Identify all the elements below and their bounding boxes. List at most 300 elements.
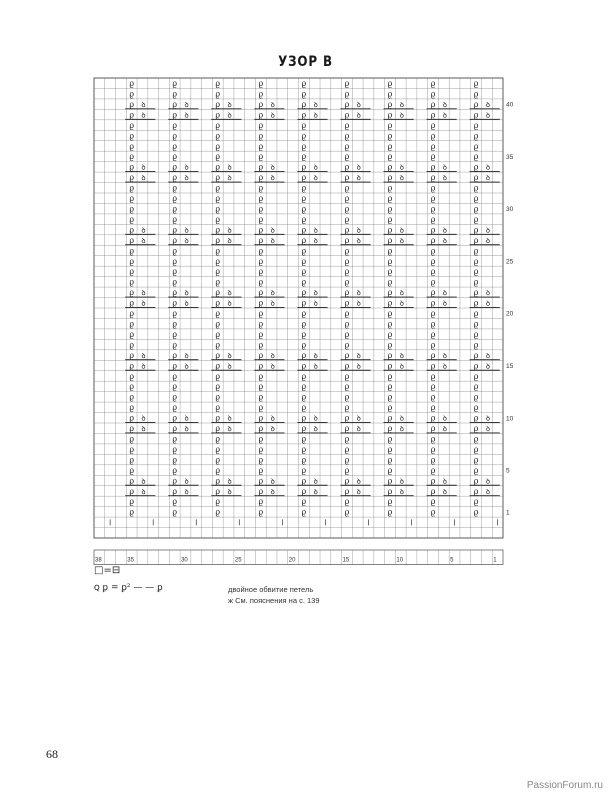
crossed-stitch-icon: ꝺ: [356, 111, 361, 120]
loop-stitch-icon: ϱ: [387, 120, 393, 130]
loop-stitch-icon: ϱ: [301, 476, 307, 486]
loop-stitch-icon: ϱ: [387, 361, 393, 371]
crossed-stitch-icon: ꝺ: [184, 477, 189, 486]
loop-stitch-icon: ϱ: [301, 392, 307, 402]
loop-stitch-icon: ϱ: [344, 152, 350, 162]
loop-stitch-icon: ϱ: [301, 413, 307, 423]
loop-stitch-icon: ϱ: [258, 434, 264, 444]
loop-stitch-icon: ϱ: [430, 434, 436, 444]
loop-stitch-icon: ϱ: [344, 214, 350, 224]
crossed-stitch-icon: ꝺ: [485, 163, 491, 172]
loop-stitch-icon: ϱ: [172, 403, 178, 413]
loop-stitch-icon: ϱ: [172, 298, 178, 308]
loop-stitch-icon: ϱ: [215, 194, 221, 204]
loop-stitch-icon: ϱ: [473, 403, 479, 413]
loop-stitch-icon: ϱ: [301, 162, 307, 172]
loop-stitch-icon: ϱ: [129, 329, 135, 339]
loop-stitch-icon: ϱ: [387, 99, 393, 109]
loop-stitch-icon: ϱ: [301, 89, 307, 99]
loop-stitch-icon: ϱ: [344, 413, 350, 423]
crossed-stitch-icon: ꝺ: [270, 362, 275, 371]
loop-stitch-icon: ϱ: [129, 204, 135, 214]
loop-stitch-icon: ϱ: [344, 309, 350, 319]
loop-stitch-icon: ϱ: [172, 256, 178, 266]
loop-stitch-icon: ϱ: [129, 413, 135, 423]
loop-stitch-icon: ϱ: [129, 350, 135, 360]
loop-stitch-icon: ϱ: [172, 225, 178, 235]
crossed-stitch-icon: ꝺ: [399, 226, 404, 235]
loop-stitch-icon: ϱ: [430, 298, 436, 308]
loop-stitch-icon: ϱ: [301, 424, 307, 434]
loop-stitch-icon: ϱ: [258, 413, 264, 423]
crossed-stitch-icon: ꝺ: [227, 487, 232, 496]
loop-stitch-icon: ϱ: [301, 361, 307, 371]
loop-stitch-icon: ϱ: [129, 309, 135, 319]
loop-stitch-icon: ϱ: [129, 99, 135, 109]
loop-stitch-icon: ϱ: [215, 434, 221, 444]
loop-stitch-icon: ϱ: [430, 424, 436, 434]
loop-stitch-icon: ϱ: [172, 214, 178, 224]
loop-stitch-icon: ϱ: [129, 465, 135, 475]
loop-stitch-icon: ϱ: [172, 288, 178, 298]
loop-stitch-icon: ϱ: [215, 507, 221, 517]
loop-stitch-icon: ϱ: [172, 497, 178, 507]
crossed-stitch-icon: ꝺ: [485, 362, 491, 371]
loop-stitch-icon: ϱ: [430, 371, 436, 381]
loop-stitch-icon: ϱ: [344, 476, 350, 486]
loop-stitch-icon: ϱ: [430, 486, 436, 496]
crossed-stitch-icon: ꝺ: [442, 100, 447, 109]
loop-stitch-icon: ϱ: [172, 350, 178, 360]
loop-stitch-icon: ϱ: [301, 194, 307, 204]
crossed-stitch-icon: ꝺ: [356, 477, 361, 486]
loop-stitch-icon: ϱ: [172, 204, 178, 214]
loop-stitch-icon: ϱ: [473, 329, 479, 339]
loop-stitch-icon: ϱ: [430, 497, 436, 507]
row-number-label: 40: [506, 101, 514, 109]
loop-stitch-icon: ϱ: [215, 99, 221, 109]
loop-stitch-icon: ϱ: [387, 319, 393, 329]
loop-stitch-icon: ϱ: [387, 152, 393, 162]
loop-stitch-icon: ϱ: [344, 340, 350, 350]
loop-stitch-icon: ϱ: [387, 225, 393, 235]
loop-stitch-icon: ϱ: [258, 131, 264, 141]
loop-stitch-icon: ϱ: [258, 89, 264, 99]
column-number-label: 20: [288, 557, 296, 564]
loop-stitch-icon: ϱ: [172, 340, 178, 350]
loop-stitch-icon: ϱ: [473, 110, 479, 120]
loop-stitch-icon: ϱ: [387, 79, 393, 89]
crossed-stitch-icon: ꝺ: [442, 236, 447, 245]
loop-stitch-icon: ϱ: [387, 256, 393, 266]
crossed-stitch-icon: ꝺ: [184, 414, 189, 423]
crossed-stitch-icon: ꝺ: [270, 477, 275, 486]
legend-empty-cell-symbol: □=⊟: [94, 565, 121, 576]
loop-stitch-icon: ϱ: [387, 194, 393, 204]
loop-stitch-icon: ϱ: [430, 319, 436, 329]
crossed-stitch-icon: ꝺ: [227, 100, 232, 109]
loop-stitch-icon: ϱ: [387, 413, 393, 423]
loop-stitch-icon: ϱ: [301, 204, 307, 214]
loop-stitch-icon: ϱ: [258, 444, 264, 454]
crossed-stitch-icon: ꝺ: [485, 174, 491, 183]
loop-stitch-icon: ϱ: [344, 319, 350, 329]
row-number-label: 15: [506, 363, 514, 370]
loop-stitch-icon: ϱ: [129, 476, 135, 486]
loop-stitch-icon: ϱ: [129, 120, 135, 130]
loop-stitch-icon: ϱ: [258, 298, 264, 308]
loop-stitch-icon: ϱ: [301, 434, 307, 444]
loop-stitch-icon: ϱ: [215, 455, 221, 465]
loop-stitch-icon: ϱ: [258, 183, 264, 193]
loop-stitch-icon: ϱ: [387, 110, 393, 120]
loop-stitch-icon: ϱ: [387, 340, 393, 350]
loop-stitch-icon: ϱ: [129, 225, 135, 235]
loop-stitch-icon: ϱ: [473, 225, 479, 235]
loop-stitch-icon: ϱ: [129, 340, 135, 350]
crossed-stitch-icon: ꝺ: [442, 289, 447, 298]
loop-stitch-icon: ϱ: [301, 382, 307, 392]
loop-stitch-icon: ϱ: [129, 183, 135, 193]
loop-stitch-icon: ϱ: [387, 214, 393, 224]
loop-stitch-icon: ϱ: [172, 371, 178, 381]
loop-stitch-icon: ϱ: [129, 79, 135, 89]
loop-stitch-icon: ϱ: [258, 371, 264, 381]
loop-stitch-icon: ϱ: [172, 267, 178, 277]
row-number-label: 10: [506, 415, 514, 423]
loop-stitch-icon: ϱ: [387, 309, 393, 319]
crossed-stitch-icon: ꝺ: [227, 299, 232, 308]
loop-stitch-icon: ϱ: [473, 476, 479, 486]
loop-stitch-icon: ϱ: [473, 434, 479, 444]
crossed-stitch-icon: ꝺ: [442, 362, 447, 371]
loop-stitch-icon: ϱ: [215, 225, 221, 235]
crossed-stitch-icon: ꝺ: [227, 414, 232, 423]
loop-stitch-icon: ϱ: [387, 455, 393, 465]
loop-stitch-icon: ϱ: [473, 131, 479, 141]
loop-stitch-icon: ϱ: [473, 319, 479, 329]
loop-stitch-icon: ϱ: [301, 173, 307, 183]
loop-stitch-icon: ϱ: [215, 131, 221, 141]
crossed-stitch-icon: ꝺ: [485, 487, 491, 496]
loop-stitch-icon: ϱ: [258, 340, 264, 350]
loop-stitch-icon: ϱ: [215, 204, 221, 214]
loop-stitch-icon: ϱ: [473, 465, 479, 475]
loop-stitch-icon: ϱ: [430, 444, 436, 454]
loop-stitch-icon: ϱ: [473, 246, 479, 256]
crossed-stitch-icon: ꝺ: [227, 111, 232, 120]
loop-stitch-icon: ϱ: [301, 214, 307, 224]
loop-stitch-icon: ϱ: [129, 507, 135, 517]
column-number-label: 5: [450, 557, 454, 564]
loop-stitch-icon: ϱ: [387, 465, 393, 475]
loop-stitch-icon: ϱ: [258, 288, 264, 298]
loop-stitch-icon: ϱ: [215, 371, 221, 381]
crossed-stitch-icon: ꝺ: [184, 351, 189, 360]
loop-stitch-icon: ϱ: [129, 89, 135, 99]
crossed-stitch-icon: ꝺ: [270, 111, 275, 120]
crossed-stitch-icon: ꝺ: [485, 477, 491, 486]
loop-stitch-icon: ϱ: [387, 382, 393, 392]
crossed-stitch-icon: ꝺ: [356, 174, 361, 183]
loop-stitch-icon: ϱ: [172, 110, 178, 120]
loop-stitch-icon: ϱ: [129, 361, 135, 371]
loop-stitch-icon: ϱ: [172, 413, 178, 423]
row-number-label: 35: [506, 153, 514, 161]
loop-stitch-icon: ϱ: [258, 350, 264, 360]
page-title: УЗОР В: [278, 54, 333, 70]
loop-stitch-icon: ϱ: [473, 120, 479, 130]
loop-stitch-icon: ϱ: [215, 340, 221, 350]
loop-stitch-icon: ϱ: [215, 288, 221, 298]
loop-stitch-icon: ϱ: [344, 79, 350, 89]
crossed-stitch-icon: ꝺ: [270, 226, 275, 235]
loop-stitch-icon: ϱ: [387, 371, 393, 381]
loop-stitch-icon: ϱ: [387, 89, 393, 99]
watermark: PassionForum.ru: [526, 780, 603, 791]
loop-stitch-icon: ϱ: [301, 403, 307, 413]
loop-stitch-icon: ϱ: [430, 329, 436, 339]
loop-stitch-icon: ϱ: [473, 361, 479, 371]
loop-stitch-icon: ϱ: [430, 79, 436, 89]
crossed-stitch-icon: ꝺ: [442, 425, 447, 434]
crossed-stitch-icon: ꝺ: [184, 289, 189, 298]
loop-stitch-icon: ϱ: [387, 476, 393, 486]
crossed-stitch-icon: ꝺ: [485, 425, 491, 434]
loop-stitch-icon: ϱ: [172, 434, 178, 444]
loop-stitch-icon: ϱ: [301, 246, 307, 256]
loop-stitch-icon: ϱ: [129, 277, 135, 287]
loop-stitch-icon: ϱ: [172, 382, 178, 392]
loop-stitch-icon: ϱ: [473, 424, 479, 434]
loop-stitch-icon: ϱ: [387, 434, 393, 444]
loop-stitch-icon: ϱ: [430, 183, 436, 193]
row-number-label: 25: [506, 258, 514, 266]
crossed-stitch-icon: ꝺ: [184, 163, 189, 172]
loop-stitch-icon: ϱ: [215, 476, 221, 486]
loop-stitch-icon: ϱ: [215, 413, 221, 423]
loop-stitch-icon: ϱ: [344, 298, 350, 308]
loop-stitch-icon: ϱ: [344, 455, 350, 465]
loop-stitch-icon: ϱ: [258, 162, 264, 172]
loop-stitch-icon: ϱ: [215, 497, 221, 507]
crossed-stitch-icon: ꝺ: [356, 487, 361, 496]
loop-stitch-icon: ϱ: [258, 403, 264, 413]
loop-stitch-icon: ϱ: [473, 350, 479, 360]
loop-stitch-icon: ϱ: [215, 277, 221, 287]
loop-stitch-icon: ϱ: [129, 141, 135, 151]
loop-stitch-icon: ϱ: [258, 194, 264, 204]
loop-stitch-icon: ϱ: [172, 309, 178, 319]
crossed-stitch-icon: ꝺ: [399, 100, 404, 109]
crossed-stitch-icon: ꝺ: [141, 362, 146, 371]
crossed-stitch-icon: ꝺ: [184, 362, 189, 371]
loop-stitch-icon: ϱ: [387, 204, 393, 214]
loop-stitch-icon: ϱ: [344, 507, 350, 517]
loop-stitch-icon: ϱ: [473, 194, 479, 204]
loop-stitch-icon: ϱ: [473, 277, 479, 287]
loop-stitch-icon: ϱ: [215, 382, 221, 392]
crossed-stitch-icon: ꝺ: [184, 487, 189, 496]
loop-stitch-icon: ϱ: [430, 309, 436, 319]
loop-stitch-icon: ϱ: [172, 131, 178, 141]
loop-stitch-icon: ϱ: [258, 204, 264, 214]
loop-stitch-icon: ϱ: [344, 246, 350, 256]
loop-stitch-icon: ϱ: [172, 476, 178, 486]
loop-stitch-icon: ϱ: [387, 329, 393, 339]
loop-stitch-icon: ϱ: [387, 173, 393, 183]
crossed-stitch-icon: ꝺ: [313, 236, 318, 245]
loop-stitch-icon: ϱ: [430, 256, 436, 266]
crossed-stitch-icon: ꝺ: [141, 487, 146, 496]
loop-stitch-icon: ϱ: [129, 382, 135, 392]
loop-stitch-icon: ϱ: [430, 204, 436, 214]
loop-stitch-icon: ϱ: [258, 465, 264, 475]
loop-stitch-icon: ϱ: [430, 225, 436, 235]
column-number-label: 38: [95, 557, 102, 564]
crossed-stitch-icon: ꝺ: [442, 414, 447, 423]
loop-stitch-icon: ϱ: [430, 455, 436, 465]
loop-stitch-icon: ϱ: [344, 141, 350, 151]
loop-stitch-icon: ϱ: [344, 120, 350, 130]
loop-stitch-icon: ϱ: [344, 131, 350, 141]
crossed-stitch-icon: ꝺ: [227, 236, 232, 245]
loop-stitch-icon: ϱ: [215, 89, 221, 99]
loop-stitch-icon: ϱ: [344, 288, 350, 298]
loop-stitch-icon: ϱ: [387, 235, 393, 245]
loop-stitch-icon: ϱ: [344, 173, 350, 183]
loop-stitch-icon: ϱ: [387, 131, 393, 141]
loop-stitch-icon: ϱ: [301, 465, 307, 475]
loop-stitch-icon: ϱ: [129, 497, 135, 507]
crossed-stitch-icon: ꝺ: [184, 111, 189, 120]
loop-stitch-icon: ϱ: [215, 444, 221, 454]
crossed-stitch-icon: ꝺ: [399, 487, 404, 496]
loop-stitch-icon: ϱ: [129, 267, 135, 277]
loop-stitch-icon: ϱ: [473, 79, 479, 89]
loop-stitch-icon: ϱ: [473, 267, 479, 277]
legend-crossed-stitch-symbol: ꞯ ꝑ = ꝑ² — — ꝑ: [94, 583, 163, 593]
loop-stitch-icon: ϱ: [258, 277, 264, 287]
loop-stitch-icon: ϱ: [344, 465, 350, 475]
loop-stitch-icon: ϱ: [344, 162, 350, 172]
loop-stitch-icon: ϱ: [387, 141, 393, 151]
crossed-stitch-icon: ꝺ: [313, 111, 318, 120]
loop-stitch-icon: ϱ: [344, 110, 350, 120]
loop-stitch-icon: ϱ: [473, 444, 479, 454]
loop-stitch-icon: ϱ: [258, 267, 264, 277]
crossed-stitch-icon: ꝺ: [227, 362, 232, 371]
loop-stitch-icon: ϱ: [430, 235, 436, 245]
loop-stitch-icon: ϱ: [344, 99, 350, 109]
loop-stitch-icon: ϱ: [301, 99, 307, 109]
loop-stitch-icon: ϱ: [387, 424, 393, 434]
crossed-stitch-icon: ꝺ: [227, 425, 232, 434]
crossed-stitch-icon: ꝺ: [399, 362, 404, 371]
crossed-stitch-icon: ꝺ: [399, 289, 404, 298]
loop-stitch-icon: ϱ: [344, 497, 350, 507]
crossed-stitch-icon: ꝺ: [270, 163, 275, 172]
loop-stitch-icon: ϱ: [301, 319, 307, 329]
loop-stitch-icon: ϱ: [301, 225, 307, 235]
column-number-label: 15: [342, 557, 350, 564]
loop-stitch-icon: ϱ: [430, 476, 436, 486]
crossed-stitch-icon: ꝺ: [313, 299, 318, 308]
loop-stitch-icon: ϱ: [172, 277, 178, 287]
column-number-label: 35: [127, 557, 134, 564]
crossed-stitch-icon: ꝺ: [442, 226, 447, 235]
loop-stitch-icon: ϱ: [258, 235, 264, 245]
loop-stitch-icon: ϱ: [129, 371, 135, 381]
crossed-stitch-icon: ꝺ: [270, 351, 275, 360]
loop-stitch-icon: ϱ: [215, 392, 221, 402]
loop-stitch-icon: ϱ: [301, 152, 307, 162]
loop-stitch-icon: ϱ: [344, 403, 350, 413]
loop-stitch-icon: ϱ: [430, 403, 436, 413]
crossed-stitch-icon: ꝺ: [442, 477, 447, 486]
loop-stitch-icon: ϱ: [258, 256, 264, 266]
loop-stitch-icon: ϱ: [430, 267, 436, 277]
loop-stitch-icon: ϱ: [258, 99, 264, 109]
loop-stitch-icon: ϱ: [344, 434, 350, 444]
loop-stitch-icon: ϱ: [258, 79, 264, 89]
loop-stitch-icon: ϱ: [172, 444, 178, 454]
loop-stitch-icon: ϱ: [215, 267, 221, 277]
loop-stitch-icon: ϱ: [473, 497, 479, 507]
crossed-stitch-icon: ꝺ: [141, 299, 146, 308]
loop-stitch-icon: ϱ: [473, 288, 479, 298]
crossed-stitch-icon: ꝺ: [227, 163, 232, 172]
loop-stitch-icon: ϱ: [301, 371, 307, 381]
loop-stitch-icon: ϱ: [129, 288, 135, 298]
crossed-stitch-icon: ꝺ: [313, 487, 318, 496]
loop-stitch-icon: ϱ: [301, 235, 307, 245]
crossed-stitch-icon: ꝺ: [141, 174, 146, 183]
crossed-stitch-icon: ꝺ: [141, 111, 146, 120]
loop-stitch-icon: ϱ: [387, 246, 393, 256]
crossed-stitch-icon: ꝺ: [485, 226, 491, 235]
loop-stitch-icon: ϱ: [387, 392, 393, 402]
loop-stitch-icon: ϱ: [387, 444, 393, 454]
crossed-stitch-icon: ꝺ: [141, 477, 146, 486]
crossed-stitch-icon: ꝺ: [184, 226, 189, 235]
crossed-stitch-icon: ꝺ: [270, 236, 275, 245]
loop-stitch-icon: ϱ: [430, 120, 436, 130]
crossed-stitch-icon: ꝺ: [270, 100, 275, 109]
loop-stitch-icon: ϱ: [473, 89, 479, 99]
row-number-label: 1: [506, 509, 510, 517]
loop-stitch-icon: ϱ: [215, 361, 221, 371]
loop-stitch-icon: ϱ: [387, 497, 393, 507]
crossed-stitch-icon: ꝺ: [313, 362, 318, 371]
loop-stitch-icon: ϱ: [172, 319, 178, 329]
loop-stitch-icon: ϱ: [473, 235, 479, 245]
loop-stitch-icon: ϱ: [172, 507, 178, 517]
crossed-stitch-icon: ꝺ: [313, 163, 318, 172]
loop-stitch-icon: ϱ: [258, 486, 264, 496]
loop-stitch-icon: ϱ: [258, 455, 264, 465]
loop-stitch-icon: ϱ: [129, 246, 135, 256]
loop-stitch-icon: ϱ: [215, 183, 221, 193]
loop-stitch-icon: ϱ: [215, 110, 221, 120]
loop-stitch-icon: ϱ: [172, 329, 178, 339]
loop-stitch-icon: ϱ: [430, 141, 436, 151]
crossed-stitch-icon: ꝺ: [227, 174, 232, 183]
loop-stitch-icon: ϱ: [172, 486, 178, 496]
loop-stitch-icon: ϱ: [301, 277, 307, 287]
loop-stitch-icon: ϱ: [301, 110, 307, 120]
loop-stitch-icon: ϱ: [473, 99, 479, 109]
